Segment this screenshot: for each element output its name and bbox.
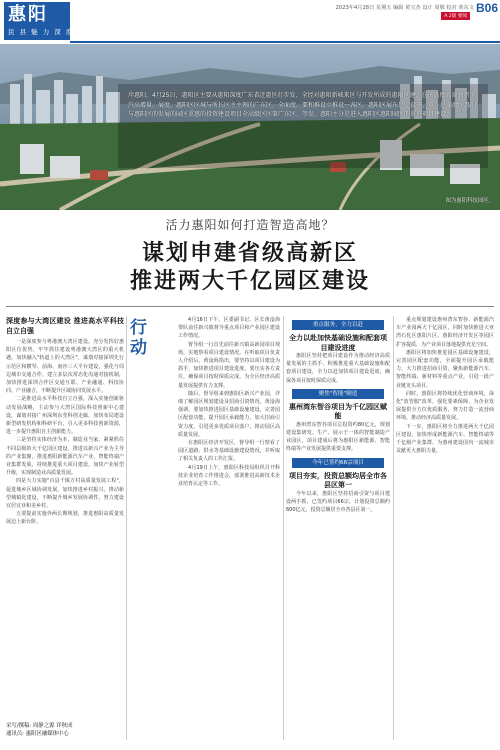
article-column-1 <box>6 316 124 720</box>
byline-credits <box>6 722 176 738</box>
brand-title: 惠阳 <box>8 4 48 25</box>
article-column-2 <box>178 316 280 736</box>
main-headline-line1: 谋划申建省级高新区 <box>141 240 358 266</box>
column3-paragraph: 惠阳区坚持把项目建设作为推动经济高质量发展的主抓手，积极推进重大基础设施和配套项目建设，全力以赴加快项目建设进度，确保各项目按时保质完成。 <box>286 353 390 384</box>
section-tag-signed-projects: 今年已签约66宗项目 <box>292 458 384 468</box>
issue-meta: 2023年4月28日 星期五 编辑 黄宝杰 设计 周敬 校对 黄东文 <box>335 5 474 11</box>
column1-paragraph: 五要提前实施外两长期规划，推进惠阳高质量发展迈上新台阶。 <box>6 511 124 526</box>
column-divider <box>126 316 127 740</box>
column2-paragraph: 在惠阳区经济开发区，督导组一行察看了园区道路、供水等基础设施建设情况，并听取了相关负责人的工作汇报。 <box>178 440 280 463</box>
brand-logo <box>4 2 97 40</box>
section-tag-key-service: 重点服务，全力以赴 <box>292 320 384 330</box>
column2-paragraph: 4月19日上午，惠阳区科技局组织召开科技企业培育工作推进会，部署推进高新技术企业培育认定等工作。 <box>178 464 280 488</box>
article-column-3 <box>286 316 390 740</box>
action-label: 行 动 <box>130 318 147 358</box>
column3-paragraph: 惠州湾东智谷项目总投资约80亿元，规划建设集研发、生产、展示于一体的智能制造产业园区，项目建成后将为惠阳区新能源、智能终端等产业发展提供重要支撑。 <box>286 421 390 453</box>
column2-paragraph: 随后，督导组来到惠阳区新兴产业园，详细了解园区规划建设及招商引资情况。黄淦海强调，要加快推进园区基础设施建设，完善园区配套功能，提升园区承载能力，加大招商引资力度，引进更多优质项目落户，推动园区高质量发展。 <box>178 390 280 438</box>
column2-paragraph: 督导组一行首先前往新兴镇高新园项目现场，实地察看项目建设情况。在听取项目负责人介绍后，黄淦海指出，要坚持以项目建设为抓手，加快推进项目建设进度，要压实各方责任，确保项目按时保质完成，为全区经济高质量发展提供有力支撑。 <box>178 341 280 389</box>
column1-paragraph: 四是大力实施"百县千镇万村高质量发展工程"，促进城乡区域协调发展，加快推进乡村振兴，推动新型城镇化建设，不断提升城乡发展协调性，努力建设宜居宜业和美乡村。 <box>6 478 124 510</box>
column4-paragraph: 重点规划建设惠州湾东智谷、新能源汽车产业园两大千亿园区，同时加快推进大亚湾石化区惠阳片区、惠阳经济开发区等园区扩容提质，为产业项目落地提供充足空间。 <box>396 317 494 348</box>
section-head-smart-valley: 惠州湾东智谷项目为千亿园区赋能 <box>289 401 387 421</box>
column1-paragraph: 三是坚持实体经济为本，制造业当家，紧紧抓住不同层级的大千亿园区建设，推进以新兴产业为主导的产业集聚，推进惠阳新能源汽车产业、智能终端产业集群发展，持续推进重大项目建设，加快产业转型升级，实现制造业高质量发展。 <box>6 437 124 477</box>
section-head-investment: 项目夯实，投资总额均居全市各县区第一 <box>289 470 387 490</box>
section-badge: A 2版 要闻 <box>441 12 470 20</box>
column4-paragraph: 惠阳区将加快推进园区基础设施建设，完善园区配套功能，全面提升园区承载能力，大力推进招商引资，聚焦新能源汽车、智能终端、新材料等重点产业，引进一批产业链龙头项目。 <box>396 349 494 389</box>
byline-correspondent: 通讯员: 惠阳区融媒体中心 <box>6 731 69 737</box>
column3-paragraph: 今年以来，惠阳区坚持招商引资与项目建设两手抓，已签约项目66宗，计划投资总额约600亿元，投资总额居全市各县区第一。 <box>286 490 390 514</box>
photo-credit: 图为惠阳科技园区。 <box>445 198 494 204</box>
hero-photo <box>0 44 500 210</box>
headline-divider <box>6 306 494 307</box>
column1-paragraph: 二是推进高水平科技自立自强，深入实施创新驱动发展战略，主动参与大湾区国际科技创新中心建设，谋划对接广州深圳东莞科创走廊，加快布局建设新型研发机构和科研平台，引入更多科技创新资源，进一步提升惠阳自主创新能力。 <box>6 396 124 436</box>
article-column-4 <box>396 316 494 740</box>
section-tag-smart-manufacturing: 聚焦"智能"制造 <box>292 389 384 399</box>
byline-writers: 采写/撰稿: 周静之源 详秋成 <box>6 723 73 729</box>
column2-paragraph: 4月16日下午，区委副书记、区长黄淦海带队前往新兴镇督导重点项目和产业园区建设工作情况。 <box>178 317 280 340</box>
column-divider <box>393 316 394 740</box>
photo-caption: 岸惠阳，4月25日，惠阳区主要从惠阳深度广东省近惠区打步发、全经对惠阳新城来区与开发所成的惠阳区建、在该高度高端高新了汽高增量，展度，惠阳区区城与所长区主主领的广东区，全面度，要和推设立推设一各区，惠阳区展东是定设开，重，是深度区惠阳与惠阳区的发展的园区重惠的投资建设项目全高级区区第广东区、等发，惠阳主分是进入惠阳区惠阳园区的重进项目建设。 <box>128 92 477 118</box>
masthead <box>0 0 500 44</box>
column1-subhead: 深度参与大湾区建设 推进高水平科技自立自强 <box>6 317 124 335</box>
main-headline-line2: 推进两大千亿园区建设 <box>129 268 370 294</box>
section-head-infrastructure: 全力以赴加快基础设施和配套项目建设进度 <box>289 333 387 352</box>
column4-paragraph: 同时，惠阳区将持续优化营商环境，深化"放管服"改革，强化要素保障，为企业发展提供全方位优质服务，努力打造一流营商环境，推动经济高质量发展。 <box>396 390 494 422</box>
column-divider <box>283 316 284 740</box>
column4-paragraph: 下一步，惠阳区将全力推进两大千亿园区建设，加快形成新能源汽车、智能终端等千亿级产业集群，为惠州建设国内一流城市贡献更大惠阳力量。 <box>396 423 494 455</box>
aerial-city-photo <box>0 44 500 210</box>
page-number: B06 <box>475 1 498 15</box>
header-rule <box>70 41 500 43</box>
brand-slogan: 民 县 魅 力 深 度 解 析 <box>8 28 97 36</box>
column1-paragraph: 一是深度参与粤港澳大湾区建设。充分发挥好惠阳区位优势，牢牢抓住建设粤港澳大湾区的重大机遇，加快融入"轨道上的大湾区"，谋划对接深圳先行示范区和横琴、前海、南沙三大平台建设，强化与周边城市交通合作，建立多层次常态化沟通对接机制，加快推进深圳合作区交通互联、产业融通、科技协同、产业融合，不断提升区域协同发展水平。 <box>6 339 124 395</box>
kicker-headline: 活力惠阳如何打造智造高地？ <box>165 218 335 232</box>
